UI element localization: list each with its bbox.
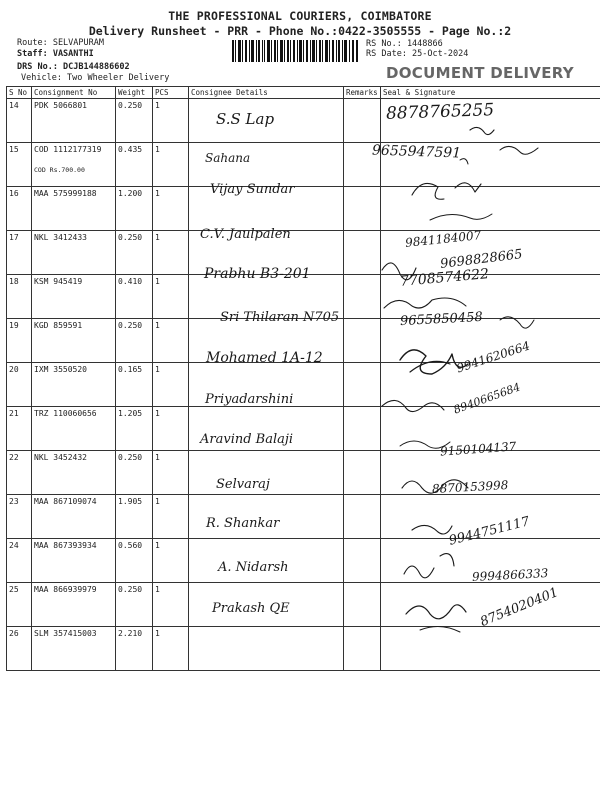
route-label: Route: SELVAPURAM (17, 38, 104, 48)
drs-number: DRS No.: DCJB144886602 (17, 62, 130, 72)
pcs-cell: 1 (153, 495, 189, 539)
handwritten-phone: 8940665684 (451, 380, 523, 417)
sno-cell: 17 (7, 231, 32, 275)
pcs-cell: 1 (153, 275, 189, 319)
consignment-cell: MAA 575999188 (32, 187, 116, 231)
rs-date: RS Date: 25-Oct-2024 (366, 49, 469, 59)
handwritten-consignee: Sri Thilaran N705 (220, 310, 340, 325)
pcs-cell: 1 (153, 583, 189, 627)
sno-cell: 16 (7, 187, 32, 231)
sno-cell: 22 (7, 451, 32, 495)
sno-cell: 19 (7, 319, 32, 363)
weight-cell: 0.165 (116, 363, 153, 407)
pcs-cell: 1 (153, 319, 189, 363)
pcs-cell: 1 (153, 187, 189, 231)
consignment-cell: KGD 859591 (32, 319, 116, 363)
handwritten-phone: 8754020401 (478, 585, 561, 630)
weight-cell: 1.205 (116, 407, 153, 451)
column-header-remarks: Remarks (344, 87, 381, 99)
column-header-weight: Weight (116, 87, 153, 99)
weight-cell: 0.250 (116, 451, 153, 495)
handwritten-phone: 8870153998 (431, 478, 509, 496)
handwritten-consignee: S.S Lap (216, 110, 275, 128)
handwritten-consignee: Vijay Sundar (210, 182, 295, 197)
sno-cell: 26 (7, 627, 32, 671)
pcs-cell: 1 (153, 627, 189, 671)
document-delivery-stamp: DOCUMENT DELIVERY (386, 64, 574, 82)
pcs-cell: 1 (153, 99, 189, 143)
handwritten-phone: 8878765255 (385, 100, 495, 124)
handwritten-phone: 7708574622 (399, 266, 490, 290)
handwritten-consignee: Prakash QE (212, 601, 290, 616)
handwritten-phone: 9150104137 (439, 439, 517, 459)
handwritten-consignee: A. Nidarsh (218, 560, 289, 575)
pcs-cell: 1 (153, 451, 189, 495)
consignment-number: COD 1112177319 (34, 145, 102, 154)
column-header-signature: Seal & Signature (381, 87, 600, 99)
weight-cell: 0.435 (116, 143, 153, 187)
weight-cell: 1.200 (116, 187, 153, 231)
pcs-cell: 1 (153, 539, 189, 583)
sno-cell: 20 (7, 363, 32, 407)
vehicle-label: Vehicle: Two Wheeler Delivery (21, 73, 170, 83)
weight-cell: 0.250 (116, 231, 153, 275)
weight-cell: 0.250 (116, 99, 153, 143)
weight-cell: 2.210 (116, 627, 153, 671)
handwritten-consignee: Priyadarshini (205, 392, 294, 407)
runsheet-title: Delivery Runsheet - PRR - Phone No.:0422-3505555 - Page No.:2 (88, 24, 512, 38)
sno-cell: 18 (7, 275, 32, 319)
company-name: THE PROFESSIONAL COURIERS, COIMBATORE (168, 9, 432, 23)
handwritten-consignee: Aravind Balaji (200, 432, 294, 447)
handwritten-consignee: Prabhu B3-201 (204, 266, 311, 282)
handwritten-phone: 9994866333 (471, 566, 549, 584)
handwritten-consignee: Sahana (205, 151, 251, 165)
handwritten-phone: 9841184007 (404, 228, 482, 250)
consignment-cell: SLM 357415003 (32, 627, 116, 671)
pcs-cell: 1 (153, 143, 189, 187)
column-header-sno: S No (7, 87, 32, 99)
column-header-pcs: PCS (153, 87, 189, 99)
sno-cell: 21 (7, 407, 32, 451)
handwritten-consignee: Mohamed 1A-12 (206, 350, 323, 366)
consignment-cell: MAA 867393934 (32, 539, 116, 583)
sno-cell: 23 (7, 495, 32, 539)
consignment-cell: TRZ 110060656 (32, 407, 116, 451)
weight-cell: 0.560 (116, 539, 153, 583)
weight-cell: 0.410 (116, 275, 153, 319)
handwritten-phone: 9698828665 (439, 247, 524, 272)
handwritten-consignee: R. Shankar (206, 516, 280, 531)
consignment-cell: NKL 3412433 (32, 231, 116, 275)
weight-cell: 0.250 (116, 319, 153, 363)
pcs-cell: 1 (153, 363, 189, 407)
handwritten-phone: 9655947591 (371, 142, 462, 162)
weight-cell: 1.905 (116, 495, 153, 539)
sno-cell: 24 (7, 539, 32, 583)
consignment-cell: MAA 866939979 (32, 583, 116, 627)
consignment-cell: MAA 867109074 (32, 495, 116, 539)
consignment-cell: KSM 945419 (32, 275, 116, 319)
column-header-consignee: Consignee Details (189, 87, 344, 99)
consignment-cell: PDK 5066801 (32, 99, 116, 143)
handwritten-phone: 9655850458 (399, 309, 484, 330)
handwritten-consignee: Selvaraj (216, 477, 270, 492)
handwritten-consignee: C.V. Jaulpalen (200, 227, 291, 242)
sno-cell: 25 (7, 583, 32, 627)
consignment-cell: NKL 3452432 (32, 451, 116, 495)
weight-cell: 0.250 (116, 583, 153, 627)
handwritten-phone: 9944751117 (447, 514, 532, 549)
pcs-cell: 1 (153, 231, 189, 275)
pcs-cell: 1 (153, 407, 189, 451)
rs-number: RS No.: 1448866 (366, 39, 443, 49)
sno-cell: 15 (7, 143, 32, 187)
consignment-cell: IXM 3550520 (32, 363, 116, 407)
column-header-consignment: Consignment No (32, 87, 116, 99)
staff-label: Staff: VASANTHI (17, 49, 94, 59)
handwritten-phone: 9941620664 (454, 338, 532, 376)
sno-cell: 14 (7, 99, 32, 143)
cod-amount: COD Rs.700.00 (34, 166, 85, 174)
